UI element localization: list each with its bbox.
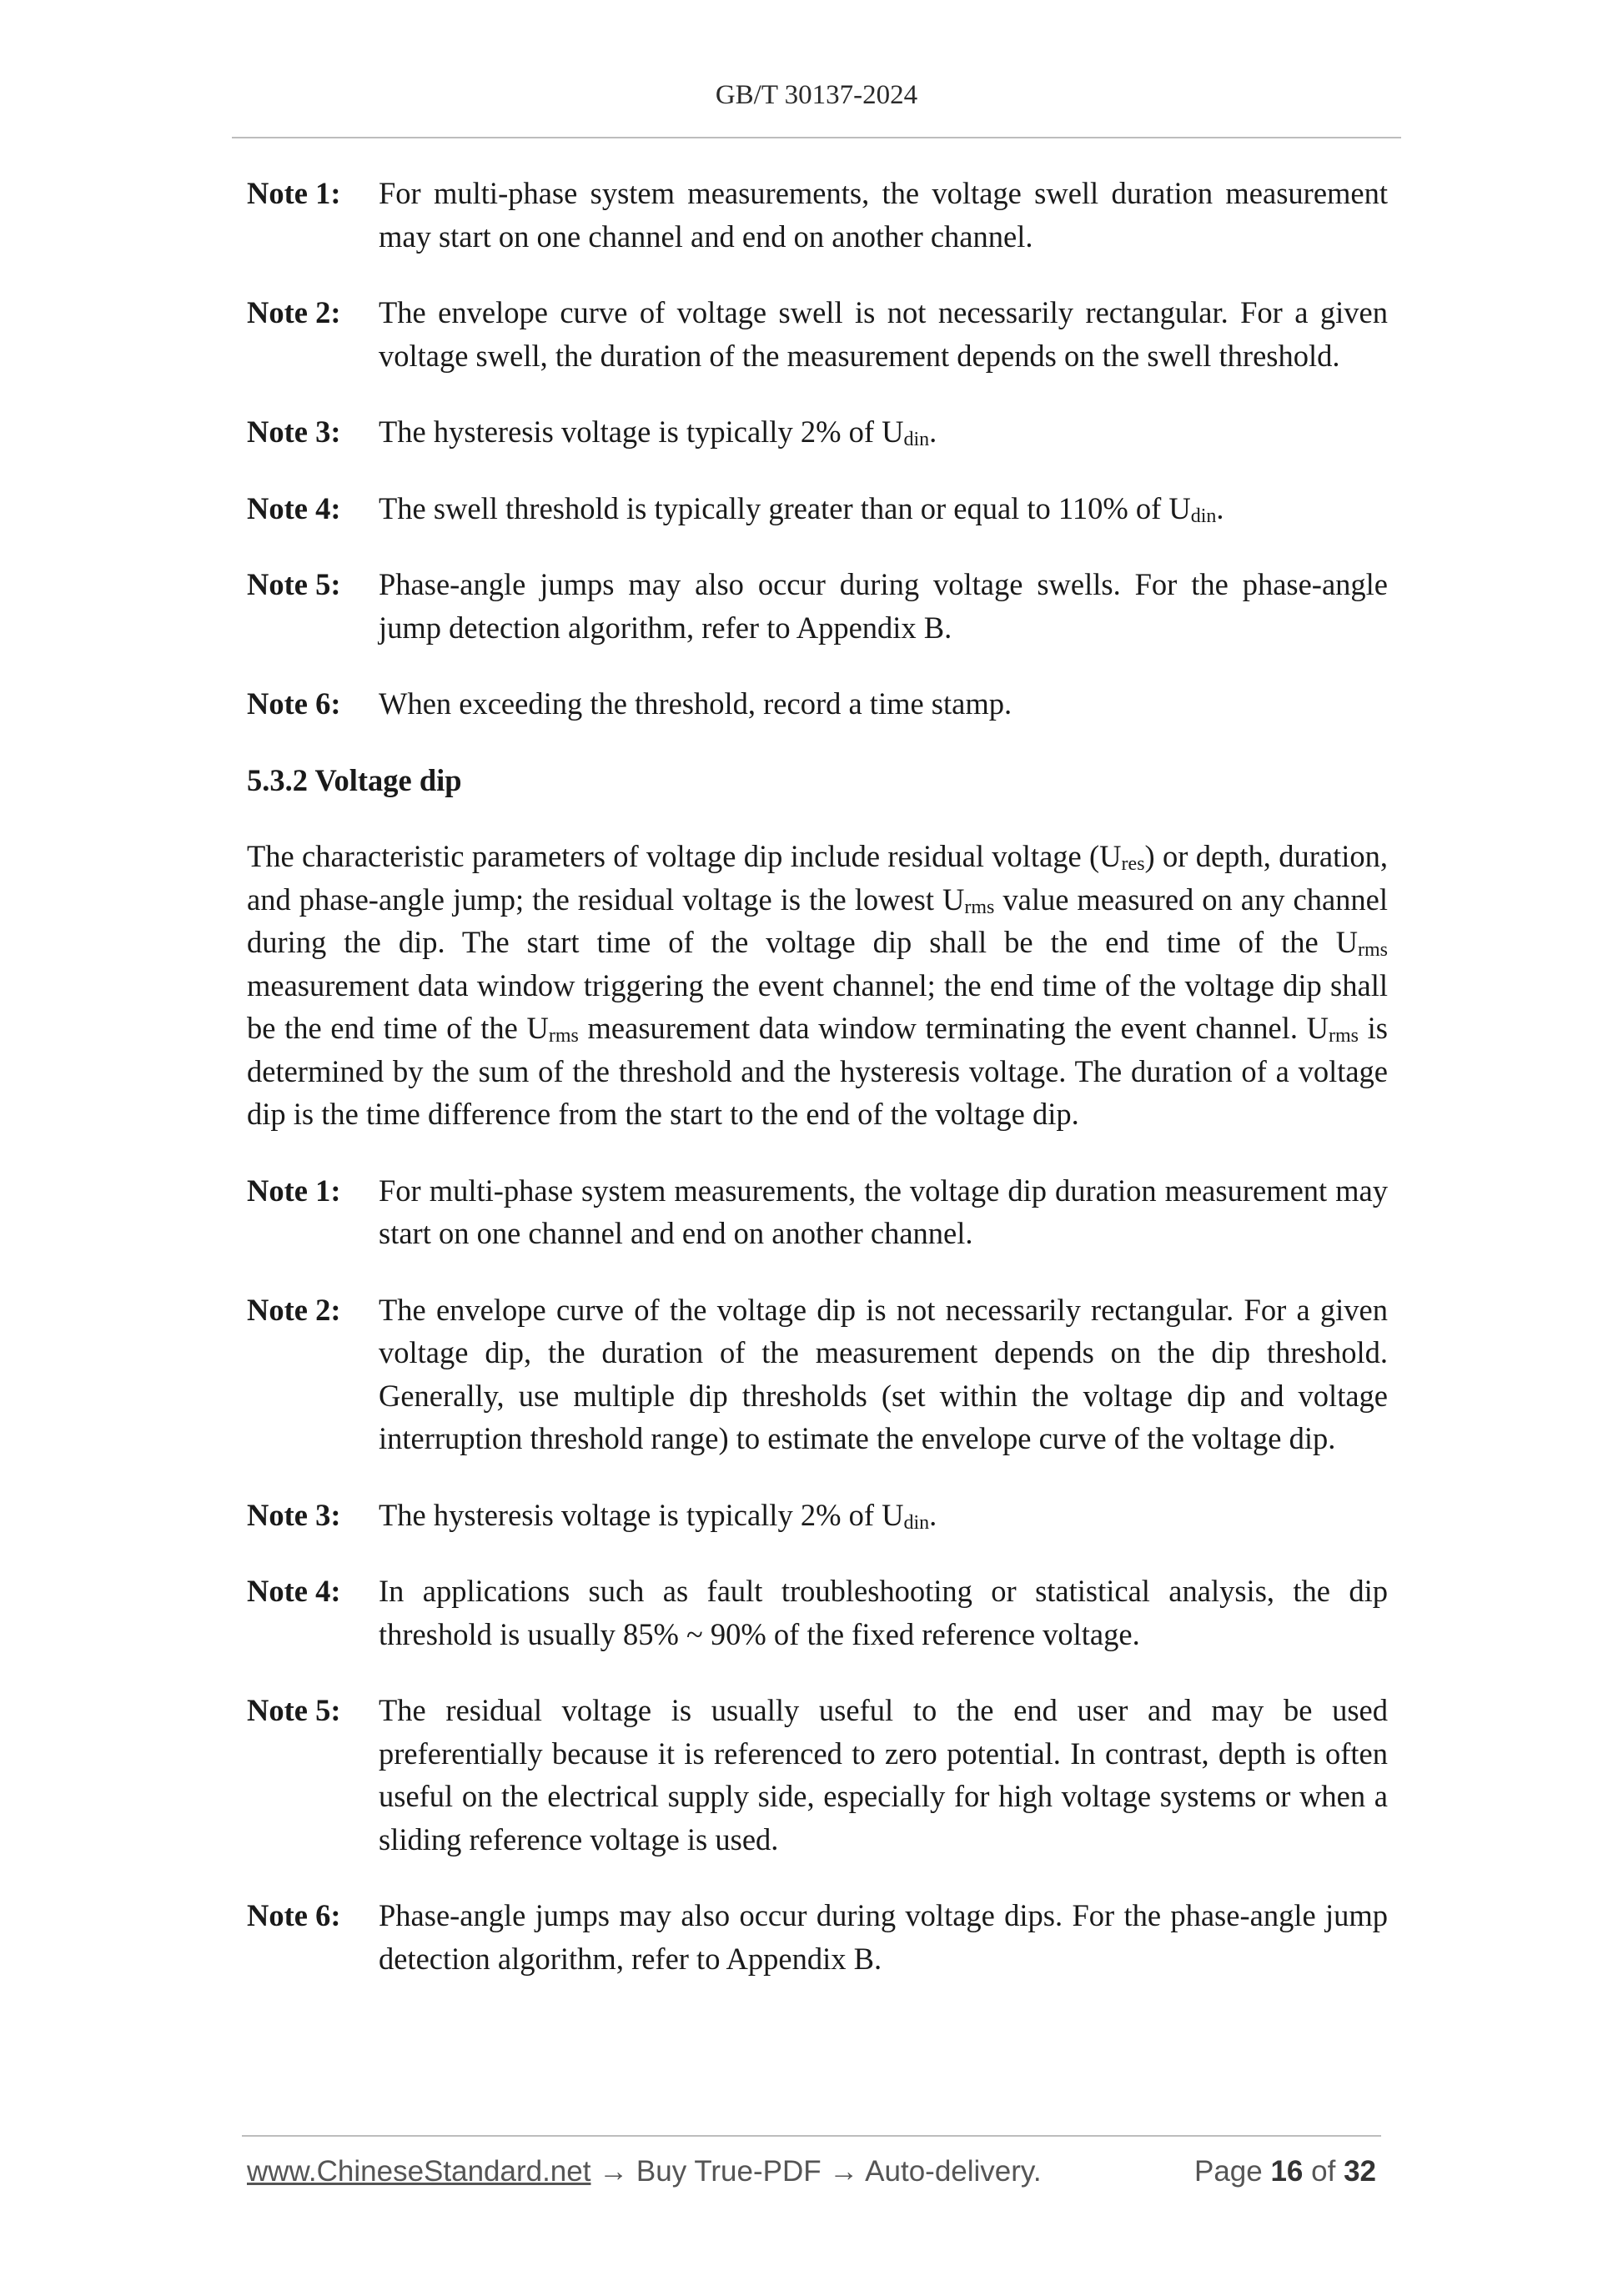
note-label: Note 6: (247, 686, 341, 721)
document-id-header: GB/T 30137-2024 (715, 80, 918, 110)
note-label: Note 1: (247, 1173, 341, 1208)
note-text-part: . (1216, 490, 1224, 525)
paragraph-text-part: ) or depth, duration, and phase-angle jump; the residual voltage is the lowest U (247, 839, 1388, 917)
page-word: Page (1193, 2155, 1263, 2188)
page-content (247, 172, 1388, 2013)
note-label: Note 4: (247, 490, 341, 525)
page-current: 16 (1270, 2155, 1304, 2188)
swell-note-4 (247, 487, 1388, 530)
page-indicator (1194, 2155, 1376, 2188)
note-label: Note 2: (247, 1292, 341, 1327)
note-text: The envelope curve of the voltage dip is not necessarily rectangular. For a given voltage dip, the duration of the measurement depends on the dip threshold. Generally, use multiple dip thresholds (set within the voltage dip and voltage interruption threshold range) to estimate the envelope curve of the voltage dip. (379, 1292, 1388, 1455)
note-label: Note 4: (247, 1574, 341, 1608)
note-text: When exceeding the threshold, record a time stamp. (379, 686, 1012, 721)
subscript: din (1190, 505, 1217, 527)
note-text: Phase-angle jumps may also occur during voltage dips. For the phase-angle jump detection algorithm, refer to Appendix B. (379, 1898, 1388, 1976)
note-text: Phase-angle jumps may also occur during voltage swells. For the phase-angle jump detection algorithm, refer to Appendix B. (379, 567, 1388, 645)
paragraph-text-part: value measured on any channel during the dip. The start time of the voltage dip shall be the end time of the U (247, 882, 1388, 959)
dip-note-6 (247, 1894, 1388, 1980)
note-text-part: The hysteresis voltage is typically 2% of U (379, 1497, 904, 1532)
section-heading-voltage-dip: 5.3.2 Voltage dip (247, 762, 462, 797)
note-text: In applications such as fault troubleshooting or statistical analysis, the dip threshold is usually 85% ~ 90% of the fixed reference voltage. (379, 1574, 1388, 1651)
paragraph-text-part: measurement data window terminating the event channel. U (578, 1011, 1329, 1045)
page-footer (247, 2155, 1376, 2188)
dip-note-1 (247, 1169, 1388, 1255)
page-total: 32 (1344, 2155, 1376, 2188)
note-label: Note 6: (247, 1898, 341, 1932)
footer-promo-text: → Buy True-PDF → Auto-delivery. (590, 2155, 1042, 2188)
subscript: res (1121, 853, 1145, 875)
footer-divider (242, 2135, 1381, 2137)
note-label: Note 1: (247, 176, 341, 210)
header-divider (232, 137, 1401, 138)
note-text: The residual voltage is usually useful to the end user and may be used preferentially because it is referenced to zero potential. In contrast, depth is often useful on the electrical supply side, especially for high voltage systems or when a sliding reference voltage is used. (379, 1693, 1388, 1856)
subscript: din (903, 429, 930, 450)
footer-promo (247, 2155, 1042, 2188)
swell-note-3 (247, 410, 1388, 454)
note-text (379, 410, 1388, 454)
note-text-part: The swell threshold is typically greater than or equal to 110% of U (379, 490, 1191, 525)
swell-note-1 (247, 172, 1388, 258)
note-text (379, 487, 1388, 530)
dip-note-4 (247, 1570, 1388, 1655)
subscript: rms (1358, 939, 1388, 961)
paragraph-text-part: The characteristic parameters of voltage dip include residual voltage (U (247, 839, 1122, 873)
subscript: din (903, 1511, 930, 1534)
dip-note-5 (247, 1689, 1388, 1861)
chinesestandard-link[interactable]: www.ChineseStandard.net (247, 2155, 591, 2188)
note-label: Note 3: (247, 1497, 341, 1532)
voltage-dip-paragraph (247, 835, 1388, 1136)
note-text-part: . (929, 414, 937, 449)
note-text (379, 1494, 1388, 1537)
note-text: The envelope curve of voltage swell is not necessarily rectangular. For a given voltage swell, the duration of the measurement depends on the swell threshold. (379, 295, 1388, 373)
swell-note-5 (247, 563, 1388, 649)
dip-note-3 (247, 1494, 1388, 1537)
subscript: rms (964, 896, 995, 918)
dip-note-2 (247, 1289, 1388, 1460)
paragraph-text-part: is determined by the sum of the threshold and the hysteresis voltage. The duration of a voltage dip is the time difference from the start to the end of the voltage dip. (247, 1011, 1388, 1131)
of-word: of (1311, 2155, 1336, 2188)
note-label: Note 5: (247, 1693, 341, 1727)
note-label: Note 5: (247, 567, 341, 601)
swell-note-6 (247, 682, 1388, 726)
note-text: For multi-phase system measurements, the voltage swell duration measurement may start on one channel and end on another channel. (379, 176, 1388, 254)
note-label: Note 3: (247, 414, 341, 449)
note-text-part: . (929, 1497, 937, 1532)
note-text-part: The hysteresis voltage is typically 2% of U (379, 414, 904, 449)
subscript: rms (1328, 1025, 1359, 1047)
subscript: rms (548, 1025, 579, 1047)
note-text: For multi-phase system measurements, the voltage dip duration measurement may start on one channel and end on another channel. (379, 1173, 1388, 1250)
swell-note-2 (247, 291, 1388, 377)
note-label: Note 2: (247, 295, 341, 329)
paragraph-text-part: measurement data window triggering the event channel; the end time of the voltage dip shall be the end time of the U (247, 967, 1388, 1045)
